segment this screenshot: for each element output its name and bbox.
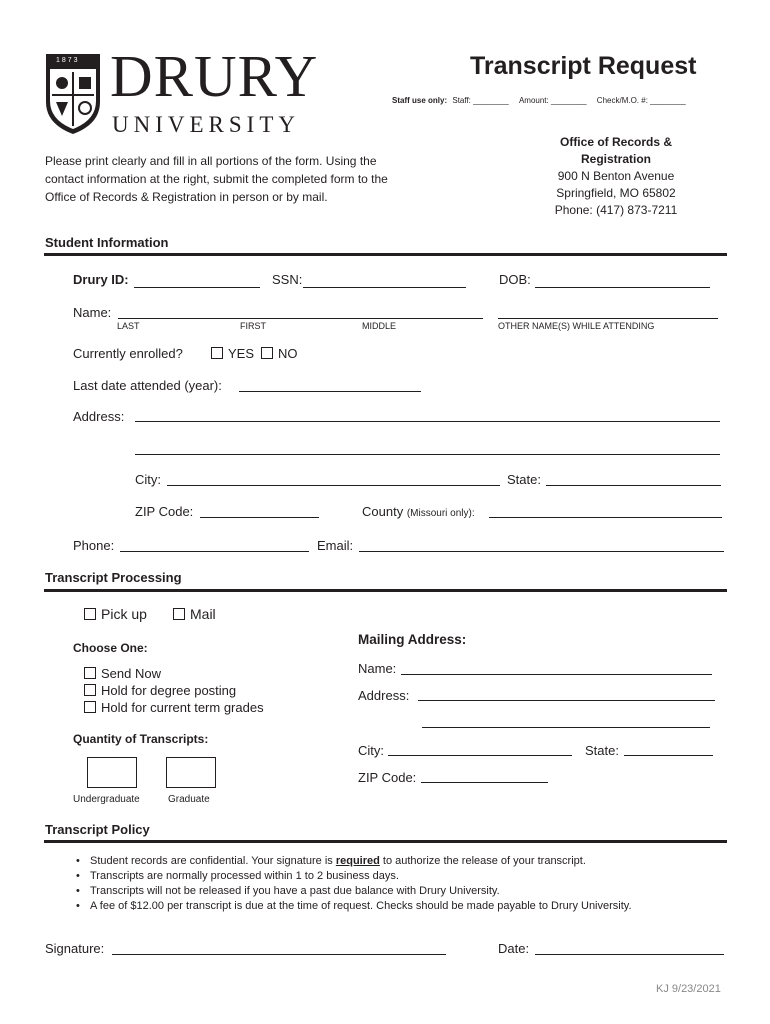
pickup-label: Pick up: [101, 606, 147, 622]
state-label: State:: [507, 472, 541, 487]
intro-line: contact information at the right, submit the completed form to the: [45, 172, 388, 186]
signature-label: Signature:: [45, 941, 105, 956]
other-names-caption: OTHER NAME(S) WHILE ATTENDING: [498, 321, 655, 331]
yes-label: YES: [228, 346, 255, 361]
name-field[interactable]: [118, 318, 483, 319]
list-item: • Transcripts will not be released if you have a past due balance with Drury University.: [76, 884, 632, 899]
policy-list: [76, 854, 632, 914]
signature-field[interactable]: [112, 954, 446, 955]
mail-state-field[interactable]: [624, 755, 713, 756]
mail-address-label: Address:: [358, 688, 410, 703]
graduate-quantity-box[interactable]: [166, 757, 216, 788]
intro-line: Office of Records & Registration in person or by mail.: [45, 190, 328, 204]
other-names-field[interactable]: [498, 318, 718, 319]
county-field[interactable]: [489, 517, 722, 518]
office-name: Registration: [580, 152, 651, 166]
checkbox-icon: [261, 347, 273, 359]
logo-year: 1873: [56, 57, 80, 64]
address-field-2[interactable]: [135, 454, 720, 455]
office-name: Office of Records &: [559, 135, 673, 149]
ssn-label: SSN:: [272, 272, 303, 287]
undergraduate-caption: Undergraduate: [73, 794, 140, 805]
office-phone: Phone: (417) 873-7211: [554, 203, 678, 217]
county-note: (Missouri only):: [406, 508, 475, 519]
logo-subtitle: UNIVERSITY: [112, 112, 300, 137]
section-title-policy: Transcript Policy: [45, 822, 150, 837]
zip-field[interactable]: [200, 517, 319, 518]
version-stamp: KJ 9/23/2021: [656, 983, 721, 995]
mail-address-field-2[interactable]: [422, 727, 710, 728]
policy-text: to authorize the release of your transcript.: [379, 855, 586, 867]
checkbox-icon: [84, 608, 96, 620]
county-text: County: [362, 504, 404, 519]
section-rule: [44, 840, 727, 843]
drury-id-label: Drury ID:: [73, 272, 129, 287]
date-field[interactable]: [535, 954, 724, 955]
staff-use-label: Staff use only:: [392, 96, 448, 105]
section-title-student: Student Information: [45, 235, 169, 250]
checkbox-icon: [84, 667, 96, 679]
ssn-field[interactable]: [303, 287, 466, 288]
policy-text: Student records are confidential. Your signature is: [90, 855, 336, 867]
last-caption: LAST: [117, 321, 140, 331]
address-field-1[interactable]: [135, 421, 720, 422]
list-item: [76, 854, 632, 869]
mail-zip-field[interactable]: [421, 782, 548, 783]
mail-name-label: Name:: [358, 661, 397, 676]
section-rule: [44, 589, 727, 592]
drury-id-field[interactable]: [134, 287, 260, 288]
address-label: Address:: [73, 409, 125, 424]
last-date-field[interactable]: [239, 391, 421, 392]
state-field[interactable]: [546, 485, 721, 486]
office-city: Springfield, MO 65802: [556, 186, 676, 200]
check-field: Check/M.O. #: ________: [596, 96, 686, 105]
staff-field: Staff: ________: [452, 96, 509, 105]
university-logo: [42, 43, 322, 140]
choose-one-label: Choose One:: [73, 641, 148, 655]
first-caption: FIRST: [240, 321, 266, 331]
checkbox-icon: [211, 347, 223, 359]
email-field[interactable]: [359, 551, 724, 552]
enrolled-yes-checkbox[interactable]: [211, 346, 254, 361]
last-date-label: Last date attended (year):: [73, 378, 222, 393]
page-title: Transcript Request: [470, 52, 697, 80]
date-label: Date:: [498, 941, 530, 956]
mail-label: Mail: [190, 606, 216, 622]
mail-name-field[interactable]: [401, 674, 712, 675]
section-title-processing: Transcript Processing: [45, 570, 182, 585]
list-item: • A fee of $12.00 per transcript is due at the time of request. Checks should be made payable to Drury University.: [76, 899, 632, 914]
list-item: • Transcripts are normally processed within 1 to 2 business days.: [76, 869, 632, 884]
mail-zip-label: ZIP Code:: [358, 770, 417, 785]
mail-checkbox[interactable]: [173, 606, 216, 622]
office-contact: [516, 134, 716, 219]
send-now-checkbox[interactable]: [84, 666, 161, 681]
undergraduate-quantity-box[interactable]: [87, 757, 137, 788]
dob-label: DOB:: [499, 272, 531, 287]
enrolled-label: Currently enrolled?: [73, 346, 183, 361]
intro-line: Please print clearly and fill in all portions of the form. Using the: [45, 154, 377, 168]
hold-degree-checkbox[interactable]: [84, 683, 236, 698]
policy-emphasis: required: [335, 855, 380, 867]
city-field[interactable]: [167, 485, 500, 486]
zip-label: ZIP Code:: [135, 504, 194, 519]
mail-address-field-1[interactable]: [418, 700, 715, 701]
name-label: Name:: [73, 305, 112, 320]
dob-field[interactable]: [535, 287, 710, 288]
logo-wordmark: DRURY: [110, 43, 319, 109]
mail-state-label: State:: [585, 743, 619, 758]
option-label: Hold for current term grades: [101, 700, 264, 715]
hold-term-checkbox[interactable]: [84, 700, 264, 715]
intro-text: [45, 152, 388, 206]
email-label: Email:: [317, 538, 354, 553]
section-rule: [44, 253, 727, 256]
quantity-label: Quantity of Transcripts:: [73, 732, 209, 746]
phone-field[interactable]: [120, 551, 309, 552]
option-label: Send Now: [101, 666, 161, 681]
checkbox-icon: [84, 684, 96, 696]
checkbox-icon: [173, 608, 185, 620]
option-label: Hold for degree posting: [101, 683, 237, 698]
middle-caption: MIDDLE: [362, 321, 397, 331]
mail-city-field[interactable]: [388, 755, 572, 756]
office-street: 900 N Benton Avenue: [557, 169, 675, 183]
checkbox-icon: [84, 701, 96, 713]
mailing-address-title: Mailing Address:: [358, 632, 467, 647]
city-label: City:: [135, 472, 161, 487]
amount-field: Amount: ________: [518, 96, 587, 105]
staff-use-row: [392, 96, 686, 105]
phone-label: Phone:: [73, 538, 115, 553]
pickup-checkbox[interactable]: [84, 606, 147, 622]
county-label: [362, 504, 475, 519]
mail-city-label: City:: [358, 743, 384, 758]
enrolled-no-checkbox[interactable]: [261, 346, 298, 361]
no-label: NO: [278, 346, 298, 361]
graduate-caption: Graduate: [168, 794, 210, 805]
